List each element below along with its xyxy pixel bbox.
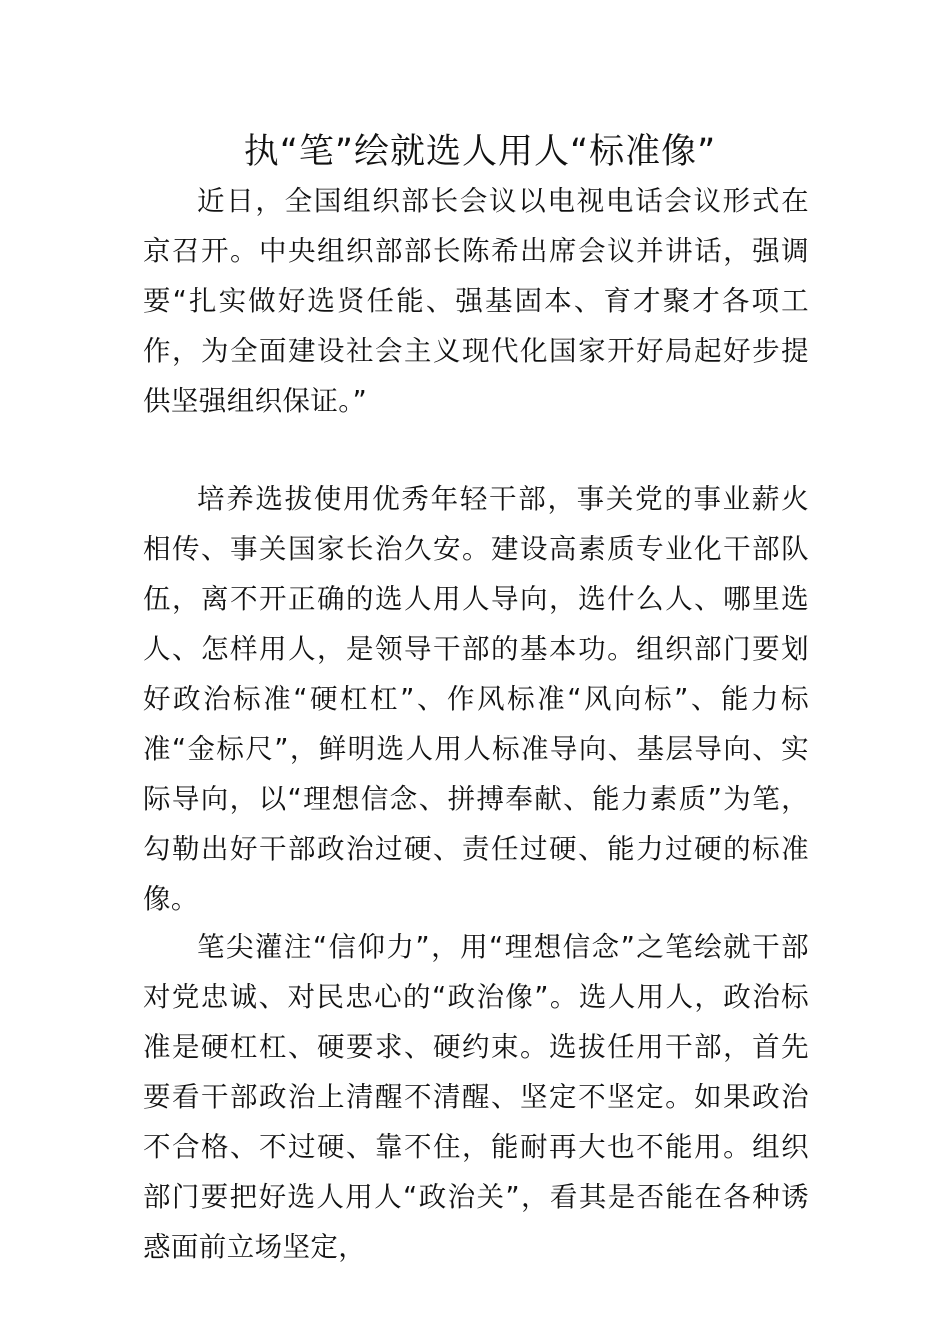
document-title: 执“笔”绘就选人用人“标准像” <box>243 132 717 172</box>
paragraph-3: 笔尖灌注“信仰力”，用“理想信念”之笔绘就干部对党忠诚、对民忠心的“政治像”。选人用人，政治标准是硬杠杠、硬要求、硬约束。选拔任用干部，首先要看干部政治上清醒不清醒、坚定不坚定。如果政治不合格、不过硬、靠不住，能耐再大也不能用。组织部门要把好选人用人“政治关”，看其是否能在各种诱惑面前立场坚定， <box>143 931 809 1263</box>
paragraph-2: 培养选拔使用优秀年轻干部，事关党的事业薪火相传、事关国家长治久安。建设高素质专业化干部队伍，离不开正确的选人用人导向，选什么人、哪里选人、怎样用人，是领导干部的基本功。组织部门要划好政治标准“硬杠杠”、作风标准“风向标”、能力标准“金标尺”，鲜明选人用人标准导向、基层导向、实际导向，以“理想信念、拼搏奉献、能力素质”为笔，勾勒出好干部政治过硬、责任过硬、能力过硬的标准像。 <box>143 483 809 915</box>
paragraph-1: 近日，全国组织部长会议以电视电话会议形式在京召开。中央组织部部长陈希出席会议并讲话，强调要“扎实做好选贤任能、强基固本、育才聚才各项工作，为全面建设社会主义现代化国家开好局起好步提供坚强组织保证。” <box>143 185 809 417</box>
